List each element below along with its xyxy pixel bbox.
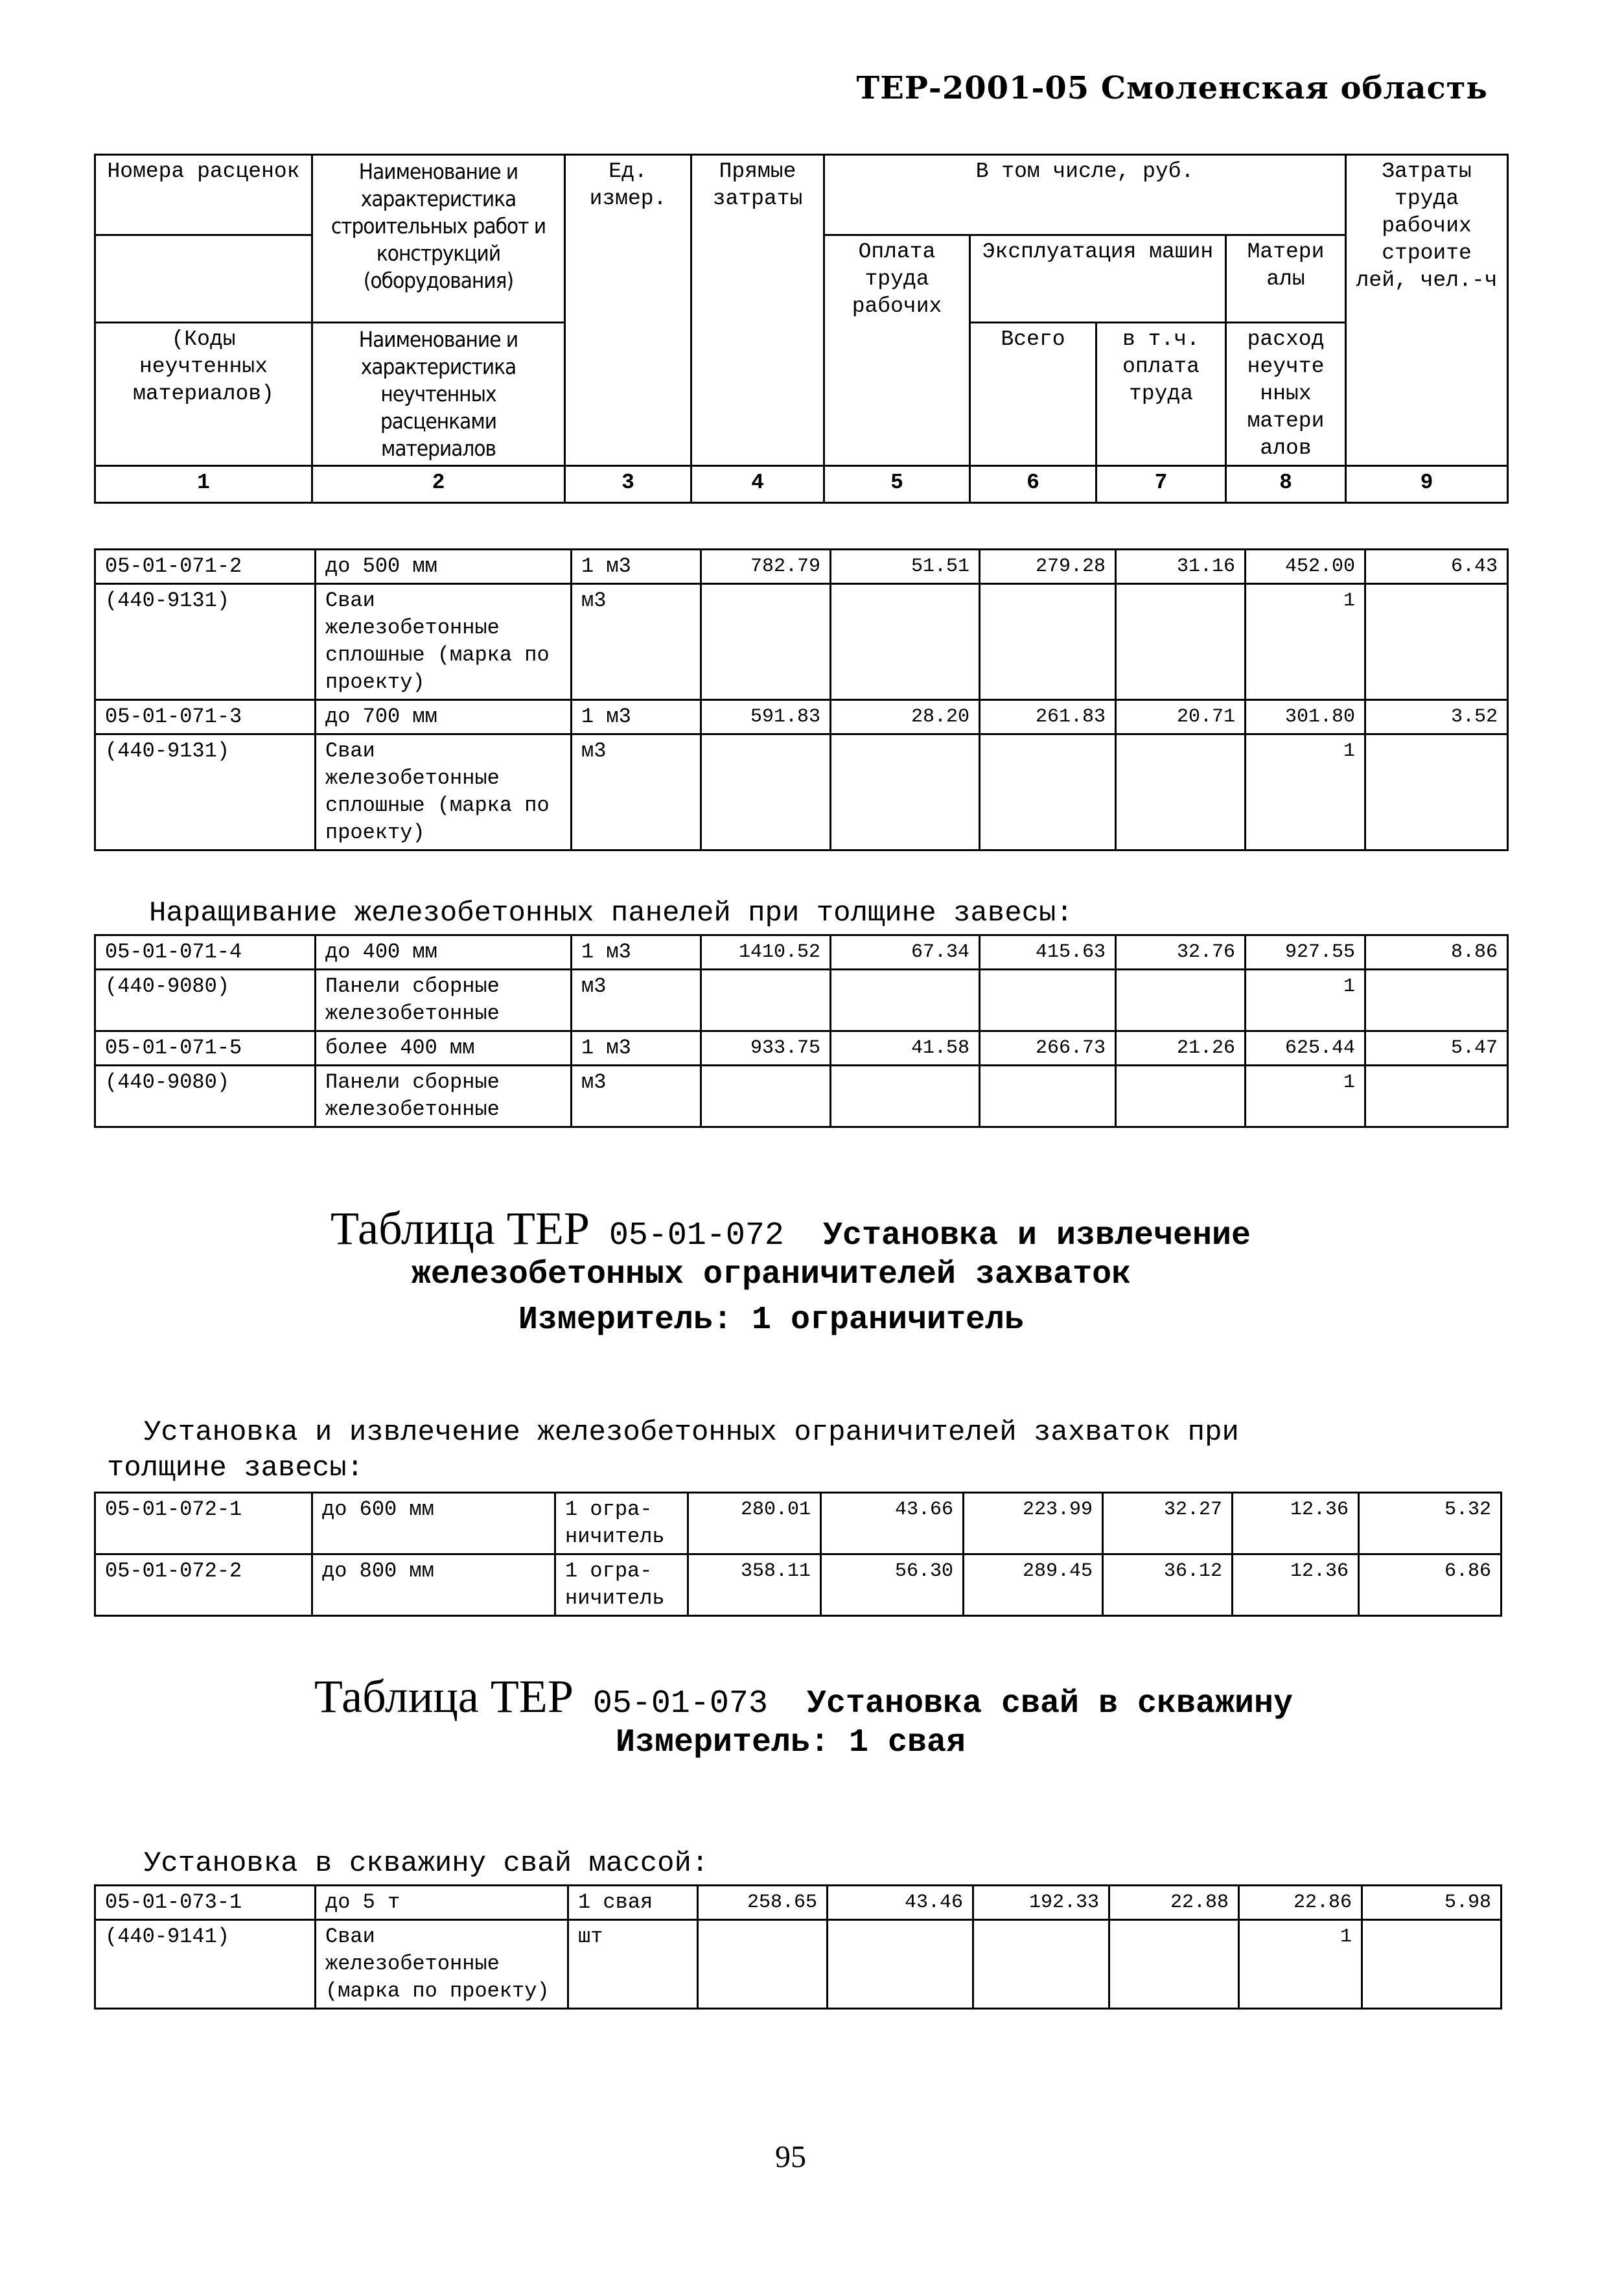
column-number: 4 [691, 466, 824, 503]
machine-labor-cell: 32.27 [1103, 1493, 1233, 1554]
header-material-codes: (Коды неучтенных материалов) [95, 323, 312, 466]
labor-pay-cell [828, 1920, 973, 2009]
table-row [95, 550, 1508, 584]
labor-hours-cell: 5.32 [1359, 1493, 1502, 1554]
work-name-cell: до 400 мм [316, 935, 572, 970]
unit-cell: м3 [572, 584, 701, 700]
machine-labor-cell: 20.71 [1116, 700, 1246, 734]
column-number: 5 [824, 466, 970, 503]
direct-costs-cell: 358.11 [688, 1554, 821, 1616]
section-caption-panels: Наращивание железобетонных панелей при толщине завесы: [149, 897, 1073, 930]
labor-hours-cell: 6.86 [1359, 1554, 1502, 1616]
machine-total-cell: 289.45 [964, 1554, 1103, 1616]
work-name-cell: Сваи железобетонные (марка по проекту) [316, 1920, 568, 2009]
work-name-cell: Сваи железобетонные сплошные (марка по проекту) [316, 584, 572, 700]
unit-cell: 1 огра- ничитель [555, 1554, 688, 1616]
machine-total-cell [980, 1066, 1116, 1127]
labor-pay-cell: 43.66 [821, 1493, 964, 1554]
labor-hours-cell: 3.52 [1365, 700, 1508, 734]
rate-code-cell: 05-01-071-4 [95, 935, 316, 970]
labor-pay-cell: 67.34 [831, 935, 980, 970]
table-073-heading [0, 1670, 1607, 1727]
materials-cell: 1 [1246, 1066, 1365, 1127]
table-072-heading [0, 1202, 1581, 1259]
labor-hours-cell: 5.98 [1362, 1886, 1502, 1920]
labor-pay-cell [831, 1066, 980, 1127]
labor-pay-cell [831, 734, 980, 850]
table-073-meter: Измеритель: 1 свая [615, 1724, 966, 1761]
column-number: 2 [312, 466, 565, 503]
labor-pay-cell [831, 584, 980, 700]
unit-cell: м3 [572, 970, 701, 1031]
column-number: 6 [970, 466, 1096, 503]
document-header: ТЕР-2001-05 Смоленская область [856, 70, 1488, 106]
labor-pay-cell [831, 970, 980, 1031]
work-name-cell: до 500 мм [316, 550, 572, 584]
header-machine-operation: Эксплуатация машин [970, 235, 1226, 323]
table-row [95, 1554, 1502, 1616]
work-name-cell: до 600 мм [312, 1493, 555, 1554]
labor-hours-cell [1362, 1920, 1502, 2009]
table-row [95, 1066, 1508, 1127]
table-row [95, 734, 1508, 850]
rate-code-cell: (440-9131) [95, 734, 316, 850]
direct-costs-cell [698, 1920, 828, 2009]
header-unit: Ед. измер. [565, 155, 691, 466]
machine-total-cell: 266.73 [980, 1031, 1116, 1066]
labor-hours-cell [1365, 584, 1508, 700]
materials-cell: 1 [1246, 584, 1365, 700]
materials-cell: 22.86 [1239, 1886, 1362, 1920]
table-number: 05-01-073 [592, 1685, 768, 1722]
machine-labor-cell [1116, 970, 1246, 1031]
work-name-cell: до 800 мм [312, 1554, 555, 1616]
rate-code-cell: 05-01-072-1 [95, 1493, 312, 1554]
rate-code-cell: (440-9131) [95, 584, 316, 700]
rates-table-073 [94, 1884, 1502, 2010]
header-materials: Матери алы [1226, 235, 1346, 323]
work-name-cell: Панели сборные железобетонные [316, 970, 572, 1031]
rates-table-072 [94, 1492, 1502, 1617]
column-number: 8 [1226, 466, 1346, 503]
labor-pay-cell: 28.20 [831, 700, 980, 734]
header-material-consumption: расход неучте нных матери алов [1226, 323, 1346, 466]
machine-labor-cell [1116, 734, 1246, 850]
work-name-cell: до 700 мм [316, 700, 572, 734]
direct-costs-cell: 782.79 [701, 550, 831, 584]
machine-total-cell [980, 970, 1116, 1031]
header-material-name: Наименование и характеристика неучтенных расценками материалов [312, 323, 565, 466]
machine-labor-cell: 36.12 [1103, 1554, 1233, 1616]
labor-pay-cell: 51.51 [831, 550, 980, 584]
machine-total-cell [980, 734, 1116, 850]
unit-cell: 1 м3 [572, 700, 701, 734]
unit-cell: 1 м3 [572, 935, 701, 970]
labor-hours-cell: 6.43 [1365, 550, 1508, 584]
labor-hours-cell: 8.86 [1365, 935, 1508, 970]
rate-code-cell: 05-01-073-1 [95, 1886, 316, 1920]
unit-cell: шт [568, 1920, 698, 2009]
machine-total-cell [980, 584, 1116, 700]
table-number: 05-01-072 [609, 1217, 784, 1254]
machine-total-cell: 192.33 [973, 1886, 1109, 1920]
labor-hours-cell [1365, 1066, 1508, 1127]
materials-cell: 301.80 [1246, 700, 1365, 734]
table-title: Установка свай в скважину [806, 1685, 1293, 1722]
table-row [95, 584, 1508, 700]
table-row [95, 1886, 1502, 1920]
column-number: 9 [1346, 466, 1508, 503]
machine-total-cell: 261.83 [980, 700, 1116, 734]
machine-labor-cell [1116, 1066, 1246, 1127]
column-number: 3 [565, 466, 691, 503]
labor-pay-cell: 43.46 [828, 1886, 973, 1920]
labor-hours-cell [1365, 970, 1508, 1031]
rate-code-cell: 05-01-071-5 [95, 1031, 316, 1066]
table-row [95, 1493, 1502, 1554]
table-072-meter: Измеритель: 1 ограничитель [518, 1302, 1025, 1339]
labor-hours-cell [1365, 734, 1508, 850]
work-name-cell: до 5 т [316, 1886, 568, 1920]
rates-table-071b [94, 934, 1509, 1128]
table-label: Таблица ТЕР [330, 1202, 590, 1254]
unit-cell: 1 м3 [572, 550, 701, 584]
section-caption-072-line2: толщине завесы: [107, 1452, 364, 1484]
direct-costs-cell: 258.65 [698, 1886, 828, 1920]
table-row [95, 935, 1508, 970]
work-name-cell: Панели сборные железобетонные [316, 1066, 572, 1127]
materials-cell: 1 [1246, 970, 1365, 1031]
rate-code-cell: (440-9141) [95, 1920, 316, 2009]
table-row [95, 700, 1508, 734]
direct-costs-cell [701, 1066, 831, 1127]
machine-labor-cell [1116, 584, 1246, 700]
work-name-cell: Сваи железобетонные сплошные (марка по проекту) [316, 734, 572, 850]
machine-total-cell: 279.28 [980, 550, 1116, 584]
direct-costs-cell [701, 734, 831, 850]
materials-cell: 12.36 [1233, 1493, 1359, 1554]
header-machine-total: Всего [970, 323, 1096, 466]
rate-code-cell: 05-01-071-3 [95, 700, 316, 734]
rate-code-cell: (440-9080) [95, 1066, 316, 1127]
header-including: В том числе, руб. [824, 155, 1346, 235]
materials-cell: 1 [1246, 734, 1365, 850]
header-labor-costs: Затраты труда рабочих строите лей, чел.-ч [1346, 155, 1508, 466]
materials-cell: 1 [1239, 1920, 1362, 2009]
section-caption-073: Установка в скважину свай массой: [144, 1847, 709, 1880]
header-machine-labor: в т.ч. оплата труда [1096, 323, 1226, 466]
header-labor-pay: Оплата труда рабочих [824, 235, 970, 466]
rate-code-cell: 05-01-071-2 [95, 550, 316, 584]
direct-costs-cell: 280.01 [688, 1493, 821, 1554]
header-work-name: Наименование и характеристика строительных работ и конструкций (оборудования) [312, 155, 565, 323]
direct-costs-cell: 591.83 [701, 700, 831, 734]
direct-costs-cell: 1410.52 [701, 935, 831, 970]
materials-cell: 452.00 [1246, 550, 1365, 584]
machine-total-cell: 415.63 [980, 935, 1116, 970]
page-number: 95 [775, 2140, 806, 2174]
machine-labor-cell: 21.26 [1116, 1031, 1246, 1066]
direct-costs-cell [701, 584, 831, 700]
direct-costs-cell: 933.75 [701, 1031, 831, 1066]
unit-cell: 1 свая [568, 1886, 698, 1920]
machine-total-cell [973, 1920, 1109, 2009]
rate-code-cell: 05-01-072-2 [95, 1554, 312, 1616]
unit-cell: м3 [572, 1066, 701, 1127]
machine-labor-cell: 22.88 [1109, 1886, 1239, 1920]
table-title: Установка и извлечение [822, 1217, 1251, 1254]
column-number: 7 [1096, 466, 1226, 503]
column-header-table [94, 154, 1509, 504]
table-row [95, 970, 1508, 1031]
labor-pay-cell: 41.58 [831, 1031, 980, 1066]
machine-labor-cell: 31.16 [1116, 550, 1246, 584]
rate-code-cell: (440-9080) [95, 970, 316, 1031]
materials-cell: 625.44 [1246, 1031, 1365, 1066]
table-label: Таблица ТЕР [314, 1670, 574, 1722]
header-direct-costs: Прямые затраты [691, 155, 824, 466]
header-rate-spacer [95, 235, 312, 323]
machine-total-cell: 223.99 [964, 1493, 1103, 1554]
labor-pay-cell: 56.30 [821, 1554, 964, 1616]
labor-hours-cell: 5.47 [1365, 1031, 1508, 1066]
table-072-title-line2: железобетонных ограничителей захваток [411, 1256, 1131, 1293]
rates-table-071a [94, 548, 1509, 851]
materials-cell: 927.55 [1246, 935, 1365, 970]
machine-labor-cell: 32.76 [1116, 935, 1246, 970]
table-row [95, 1920, 1502, 2009]
unit-cell: м3 [572, 734, 701, 850]
direct-costs-cell [701, 970, 831, 1031]
unit-cell: 1 м3 [572, 1031, 701, 1066]
column-number: 1 [95, 466, 312, 503]
unit-cell: 1 огра- ничитель [555, 1493, 688, 1554]
machine-labor-cell [1109, 1920, 1239, 2009]
table-row [95, 1031, 1508, 1066]
header-rate-numbers: Номера расценок [95, 155, 312, 235]
work-name-cell: более 400 мм [316, 1031, 572, 1066]
section-caption-072: Установка и извлечение железобетонных ограничителей захваток при [144, 1416, 1239, 1449]
materials-cell: 12.36 [1233, 1554, 1359, 1616]
